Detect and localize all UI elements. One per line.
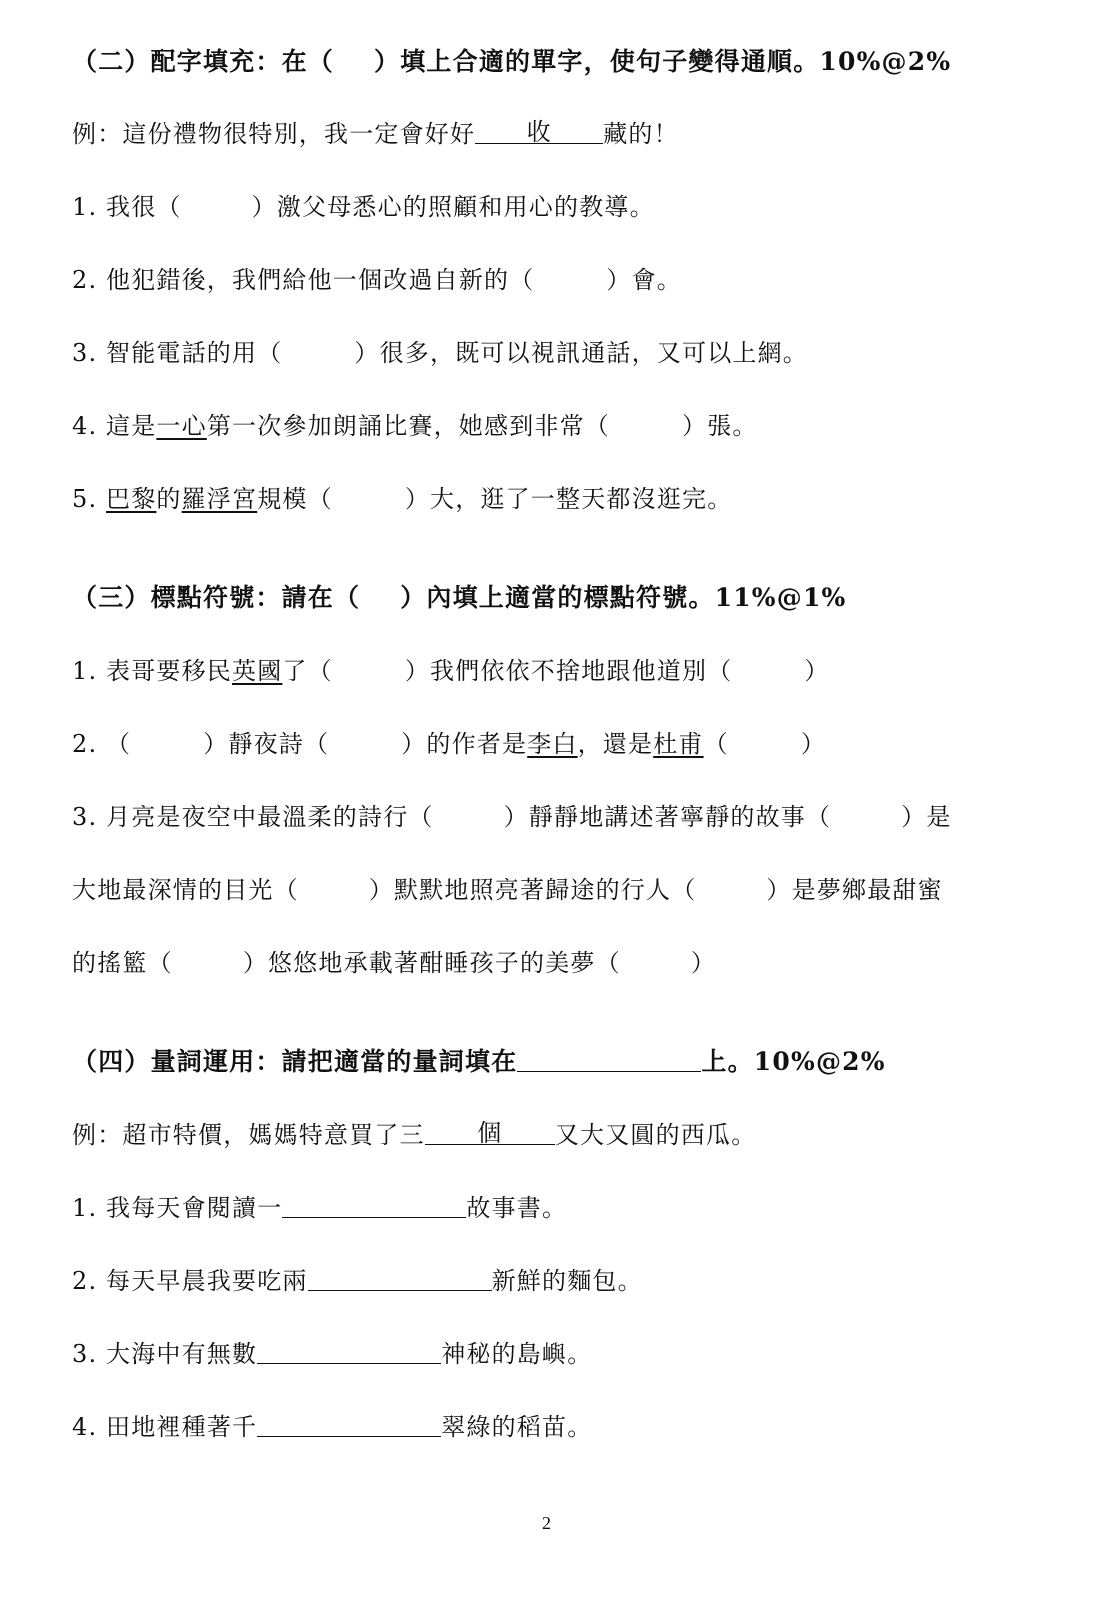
question-text: （ bbox=[703, 730, 729, 758]
proper-name: 羅浮宮 bbox=[181, 485, 258, 513]
section3-question-3-line1 bbox=[72, 801, 952, 833]
question-number: 1. bbox=[72, 1194, 98, 1222]
proper-name: 巴黎 bbox=[106, 485, 157, 513]
section4-question-2 bbox=[72, 1265, 643, 1297]
question-text: ）靜靜地講述著寧靜的故事（ bbox=[503, 803, 832, 831]
answer-line[interactable] bbox=[257, 1412, 441, 1437]
question-text: 了（ bbox=[282, 657, 333, 685]
question-text: ） bbox=[690, 949, 717, 977]
section2-question-2 bbox=[72, 264, 682, 296]
question-text: 第一次參加朗誦比賽，她感到非常（ bbox=[206, 412, 611, 440]
section4-title-part2: 上。10%@2% bbox=[701, 1047, 886, 1076]
question-text: 智能電話的用（ bbox=[106, 339, 283, 367]
section4-question-1 bbox=[72, 1192, 567, 1224]
section3-question-2 bbox=[72, 728, 826, 760]
question-text: 故事書。 bbox=[466, 1194, 568, 1222]
question-number: 4. bbox=[72, 412, 98, 440]
question-text: 新鮮的麵包。 bbox=[491, 1267, 643, 1295]
proper-name: 英國 bbox=[232, 657, 283, 685]
question-text: 的 bbox=[156, 485, 182, 513]
question-text: ）會。 bbox=[606, 266, 683, 294]
question-text: ）大，逛了一整天都沒逛完。 bbox=[404, 485, 733, 513]
section2-question-4 bbox=[72, 410, 758, 442]
question-text: ）很多，既可以視訊通話，又可以上網。 bbox=[354, 339, 809, 367]
section2-question-5 bbox=[72, 483, 732, 515]
question-text: ）張。 bbox=[682, 412, 758, 440]
question-text: ，還是 bbox=[577, 730, 654, 758]
question-text: ）是夢鄉最甜蜜 bbox=[766, 876, 943, 904]
section3-title-part1: （三）標點符號：請在（ bbox=[72, 583, 361, 612]
question-text: ）是 bbox=[901, 803, 952, 831]
question-text: ）悠悠地承載著酣睡孩子的美夢（ bbox=[242, 949, 621, 977]
question-text: ）我們依依不捨地跟他道別（ bbox=[404, 657, 733, 685]
question-text: 這是 bbox=[106, 412, 157, 440]
proper-name: 李白 bbox=[527, 730, 578, 758]
section4-title-underline bbox=[517, 1047, 701, 1072]
example-text-end: 又大又圓的西瓜。 bbox=[554, 1121, 757, 1149]
page-number: 2 bbox=[542, 1513, 551, 1533]
section4-question-4 bbox=[72, 1411, 592, 1443]
section3-title-part2: ）內填上適當的標點符號。11%@1% bbox=[400, 583, 847, 612]
question-number: 2. bbox=[72, 1267, 98, 1295]
question-text: 月亮是夜空中最溫柔的詩行（ bbox=[106, 803, 434, 831]
section4-title-part1: （四）量詞運用：請把適當的量詞填在 bbox=[72, 1047, 518, 1076]
question-text: 我很（ bbox=[106, 193, 182, 221]
question-text: 表哥要移民 bbox=[106, 657, 232, 685]
answer-line[interactable] bbox=[257, 1339, 441, 1364]
proper-name: 一心 bbox=[156, 412, 207, 440]
question-number: 1. bbox=[72, 657, 98, 685]
section4-example bbox=[72, 1119, 756, 1151]
section2-question-1 bbox=[72, 191, 655, 223]
section4-question-3 bbox=[72, 1338, 592, 1370]
question-number: 2. bbox=[72, 266, 98, 294]
question-text: ）默默地照亮著歸途的行人（ bbox=[368, 876, 697, 904]
example-text: 例：這份禮物很特別，我一定會好好 bbox=[72, 120, 476, 148]
question-text: 規模（ bbox=[257, 485, 333, 513]
proper-name: 杜甫 bbox=[653, 730, 704, 758]
question-text: 他犯錯後，我們給他一個改過自新的（ bbox=[106, 266, 535, 294]
question-number: 3. bbox=[72, 1340, 98, 1368]
question-text: ）的作者是 bbox=[401, 730, 528, 758]
answer-line[interactable] bbox=[308, 1266, 492, 1291]
question-text: ）激父母悉心的照顧和用心的教導。 bbox=[251, 193, 655, 221]
section2-title-part2: ）填上合適的單字，使句子變得通順。10%@2% bbox=[374, 47, 952, 76]
question-text: 大地最深情的目光（ bbox=[72, 876, 299, 904]
question-text: 的搖籃（ bbox=[72, 949, 173, 977]
question-number: 5. bbox=[72, 485, 98, 513]
question-number: 3. bbox=[72, 339, 98, 367]
section3-title bbox=[72, 582, 847, 614]
example-answer: 個 bbox=[425, 1122, 555, 1145]
answer-line[interactable] bbox=[282, 1193, 466, 1218]
example-answer: 收 bbox=[475, 121, 603, 144]
section3-question-3-line3 bbox=[72, 947, 716, 979]
question-text: 翠綠的稻苗。 bbox=[441, 1413, 593, 1441]
example-text-end: 藏的！ bbox=[603, 120, 679, 148]
question-text: 田地裡種著千 bbox=[106, 1413, 258, 1441]
section4-title bbox=[72, 1046, 886, 1078]
question-text: 每天早晨我要吃兩 bbox=[106, 1267, 308, 1295]
question-number: 1. bbox=[72, 193, 98, 221]
question-number: 2. bbox=[72, 730, 98, 758]
section3-question-3-line2 bbox=[72, 874, 943, 906]
question-text: ） bbox=[800, 730, 827, 758]
question-text: ） bbox=[804, 657, 830, 685]
section2-example bbox=[72, 118, 679, 150]
question-text: 我每天會閱讀一 bbox=[106, 1194, 283, 1222]
section2-title bbox=[72, 46, 951, 78]
question-text: 神秘的島嶼。 bbox=[441, 1340, 593, 1368]
question-number: 3. bbox=[72, 803, 98, 831]
question-text: 大海中有無數 bbox=[106, 1340, 258, 1368]
question-text: ）靜夜詩（ bbox=[203, 730, 330, 758]
question-text: （ bbox=[106, 730, 132, 758]
question-number: 4. bbox=[72, 1413, 98, 1441]
example-text: 例：超市特價，媽媽特意買了三 bbox=[72, 1121, 425, 1149]
section2-question-3 bbox=[72, 337, 808, 369]
section2-title-part1: （二）配字填充：在（ bbox=[72, 47, 335, 76]
section3-question-1 bbox=[72, 655, 830, 687]
